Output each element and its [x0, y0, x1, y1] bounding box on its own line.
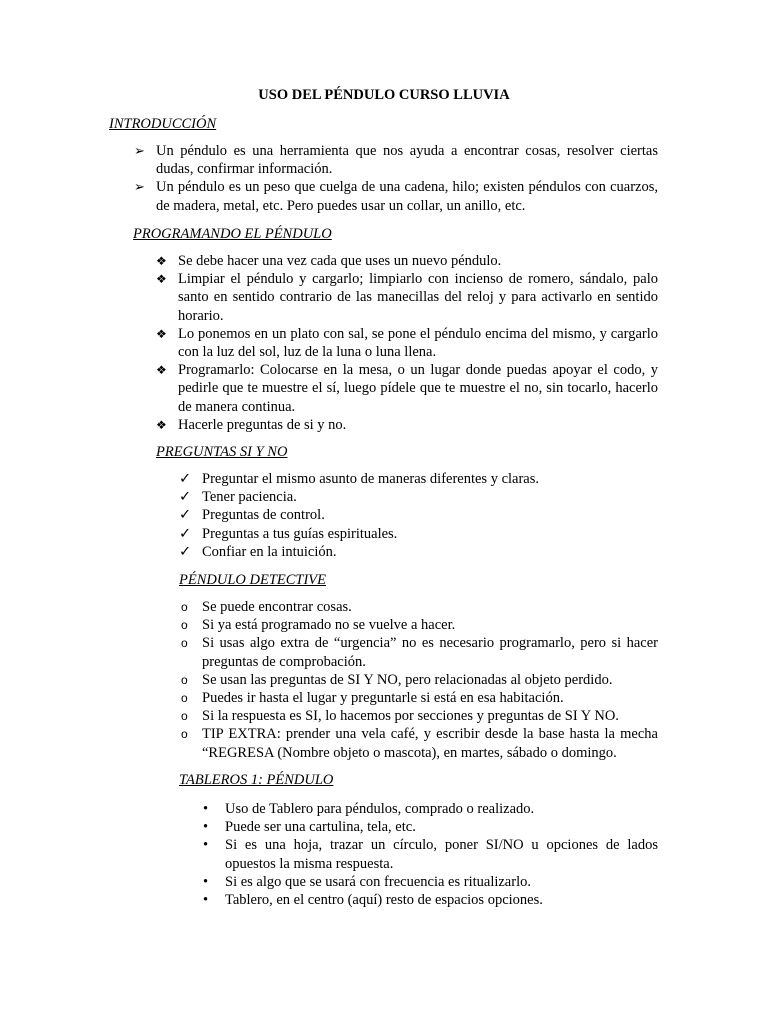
checkmark-icon: ✓: [179, 471, 192, 487]
list-item-text: Si es algo que se usará con frecuencia es ritualizarlo.: [225, 873, 531, 890]
section-heading-programando: PROGRAMANDO EL PÉNDULO: [133, 226, 332, 242]
preguntas-list: [179, 470, 658, 561]
dot-bullet-icon: •: [203, 801, 209, 817]
list-item: [156, 270, 658, 325]
list-item-text: Si ya está programado no se vuelve a hacer.: [202, 617, 456, 634]
list-item: [179, 598, 658, 616]
list-item-text: Preguntas a tus guías espirituales.: [202, 525, 398, 542]
section-heading-introduccion: INTRODUCCIÓN: [109, 116, 217, 132]
programando-list: [156, 252, 658, 434]
list-item: [200, 800, 658, 818]
list-item-text: Puede ser una cartulina, tela, etc.: [225, 819, 416, 836]
list-item-text: Tablero, en el centro (aquí) resto de espacios opciones.: [225, 892, 543, 909]
arrow-bullet-icon: ➢: [134, 143, 145, 158]
list-item-text: Programarlo: Colocarse en la mesa, o un lugar donde puedas apoyar el codo, y pedirle que te muestre el sí, luego pídele que te muestre el no, sin tocarlo, hacerlo de manera continua.: [178, 362, 658, 415]
list-item: [200, 818, 658, 836]
diamond-bullet-icon: ❖: [156, 417, 167, 432]
list-item-text: TIP EXTRA: prender una vela café, y escribir desde la base hasta la mecha “REGRESA (Nombre objeto o mascota), en martes, sábado o domingo.: [202, 726, 658, 761]
list-item: [179, 525, 658, 543]
introduccion-list: [134, 142, 658, 215]
list-item-text: Se debe hacer una vez cada que uses un nuevo péndulo.: [178, 253, 502, 269]
circle-bullet-icon: o: [181, 727, 188, 742]
list-item: [156, 325, 658, 361]
circle-bullet-icon: o: [181, 709, 188, 724]
list-item: [200, 873, 658, 891]
list-item-text: Si la respuesta es SI, lo hacemos por secciones y preguntas de SI Y NO.: [202, 708, 619, 725]
list-item-text: Preguntas de control.: [202, 507, 325, 524]
list-item: [179, 689, 658, 707]
list-item: [134, 142, 658, 178]
list-item: [179, 470, 658, 488]
dot-bullet-icon: •: [203, 837, 209, 854]
dot-bullet-icon: •: [203, 873, 209, 890]
section-heading-detective: PÉNDULO DETECTIVE: [179, 572, 327, 588]
checkmark-icon: ✓: [179, 507, 192, 524]
checkmark-icon: ✓: [179, 489, 192, 506]
list-item: [179, 488, 658, 506]
list-item: [200, 891, 658, 909]
list-item-text: Si es una hoja, trazar un círculo, poner SI/NO u opciones de lados opuestos la misma respuesta.: [225, 837, 658, 872]
list-item-text: Limpiar el péndulo y cargarlo; limpiarlo con incienso de romero, sándalo, palo santo en sentido contrario de las manecillas del reloj y para activarlo en sentido horario.: [178, 271, 658, 324]
detective-list: [179, 598, 658, 762]
dot-bullet-icon: •: [203, 892, 209, 909]
list-item: [179, 707, 658, 725]
section-heading-tableros: TABLEROS 1: PÉNDULO: [179, 772, 334, 788]
list-item-text: Si usas algo extra de “urgencia” no es necesario programarlo, pero si hacer preguntas de comprobación.: [202, 635, 658, 670]
dot-bullet-icon: •: [203, 819, 209, 836]
list-item-text: Se puede encontrar cosas.: [202, 599, 352, 615]
diamond-bullet-icon: ❖: [156, 363, 167, 378]
checkmark-icon: ✓: [179, 525, 192, 542]
checkmark-icon: ✓: [179, 543, 192, 560]
circle-bullet-icon: o: [181, 618, 188, 633]
list-item-text: Lo ponemos en un plato con sal, se pone el péndulo encima del mismo, y cargarlo con la luz del sol, luz de la luna o luna llena.: [178, 325, 658, 361]
circle-bullet-icon: o: [181, 600, 188, 614]
list-item: [179, 671, 658, 689]
list-item-text: Preguntar el mismo asunto de maneras diferentes y claras.: [202, 471, 540, 487]
list-item: [156, 252, 658, 270]
diamond-bullet-icon: ❖: [156, 326, 167, 341]
list-item-text: Confiar en la intuición.: [202, 543, 337, 560]
list-item: [156, 361, 658, 416]
list-item: [156, 416, 658, 434]
list-item-text: Tener paciencia.: [202, 489, 297, 506]
list-item: [179, 725, 658, 761]
document-title: USO DEL PÉNDULO CURSO LLUVIA: [258, 87, 510, 103]
circle-bullet-icon: o: [181, 691, 188, 706]
circle-bullet-icon: o: [181, 672, 188, 687]
list-item-text: Uso de Tablero para péndulos, comprado o realizado.: [225, 801, 535, 817]
list-item: [200, 836, 658, 872]
list-item: [179, 634, 658, 670]
list-item-text: Se usan las preguntas de SI Y NO, pero relacionadas al objeto perdido.: [202, 671, 613, 688]
circle-bullet-icon: o: [181, 636, 188, 651]
list-item: [179, 543, 658, 561]
list-item-text: Un péndulo es una herramienta que nos ayuda a encontrar cosas, resolver ciertas dudas, confirmar información.: [156, 143, 658, 178]
tableros-list: [200, 800, 658, 909]
list-item: [134, 178, 658, 214]
section-heading-preguntas: PREGUNTAS SI Y NO: [156, 444, 288, 460]
list-item-text: Puedes ir hasta el lugar y preguntarle si está en esa habitación.: [202, 690, 564, 707]
list-item-text: Un péndulo es un peso que cuelga de una cadena, hilo; existen péndulos con cuarzos, de madera, metal, etc. Pero puedes usar un collar, un anillo, etc.: [156, 179, 658, 214]
diamond-bullet-icon: ❖: [156, 272, 167, 287]
list-item: [179, 616, 658, 634]
arrow-bullet-icon: ➢: [134, 179, 145, 195]
list-item: [179, 506, 658, 524]
list-item-text: Hacerle preguntas de si y no.: [178, 416, 347, 433]
diamond-bullet-icon: ❖: [156, 254, 167, 268]
